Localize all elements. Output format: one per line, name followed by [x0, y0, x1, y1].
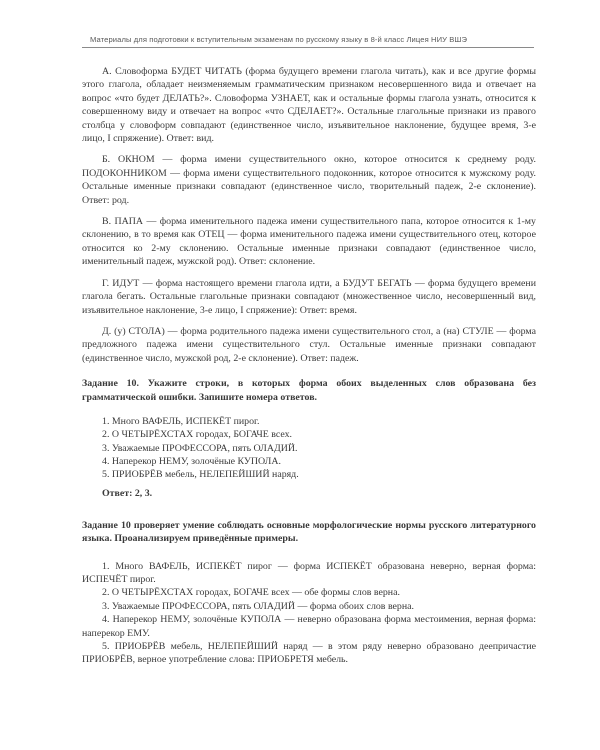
list-item: 5. ПРИОБРЁВ мебель, НЕЛЕПЕЙШИЙ наряд — в этом ряду неверно образовано деепричастие ПРИОБРЁВ, верное употребление слова: ПРИОБРЕТЯ мебель. — [82, 641, 536, 666]
list-item: 1. Много ВАФЕЛЬ, ИСПЕКЁТ пирог. — [102, 415, 260, 427]
header-rule — [82, 47, 534, 48]
list-item: 3. Уважаемые ПРОФЕССОРА, пять ОЛАДИЙ. — [102, 442, 298, 454]
list-item: 4. Наперекор НЕМУ, золочёные КУПОЛА — неверно образована форма местоимения, верная форма: наперекор ЕМУ. — [82, 614, 536, 639]
paragraph-a: А. Словоформа БУДЕТ ЧИТАТЬ (форма будущего времени глагола читать), как и все другие формы этого глагола, обладает неизменяемым грамматическим признаком несовершенного вида и отвечает на вопрос «что будет ДЕЛАТЬ?». Словоформа УЗНАЕТ, как и остальные формы глагола узнать, относится к совершенному виду и отвечает на вопрос «что СДЕЛАЕТ?». Остальные глагольные признаки из правого столбца у словоформ совпадают (единственное число, изъявительное наклонение, будущее время, 3-е лицо, I спряжение). Ответ: вид. — [82, 66, 536, 145]
task-10-answer: Ответ: 2, 3. — [102, 488, 153, 500]
paragraph-d: Д. (у) СТОЛА) — форма родительного падежа имени существительного стол, а (на) СТУЛЕ — форма предложного падежа имени существительного стул. Остальные именные признаки совпадают (единственное число, мужской род, 2-е склонение). Ответ: падеж. — [82, 325, 536, 364]
list-item: 5. ПРИОБРЁВ мебель, НЕЛЕПЕЙШИЙ наряд. — [102, 469, 299, 481]
paragraph-b: Б. ОКНОМ — форма имени существительного окно, которое относится к среднему роду. ПОДОКОННИКОМ — форма имени существительного подоконник, которое относится к мужскому роду. Остальные именные признаки совпадают (единственное число, творительный падеж, 2-е склонение). Ответ: род. — [82, 154, 536, 206]
list-item: 3. Уважаемые ПРОФЕССОРА, пять ОЛАДИЙ — форма обоих слов верна. — [102, 600, 415, 612]
paragraph-v: В. ПАПА — форма именительного падежа имени существительного папа, которое относится к 1-му склонению, в то время как ОТЕЦ — форма именительного падежа имени существительного отец, которое относится ко 2-му склонению. Остальные именные признаки совпадают (единственное число, именительный падеж, мужской род). Ответ: склонение. — [82, 216, 536, 268]
task-10-list — [82, 415, 536, 481]
running-header: Материалы для подготовки к вступительным экзаменам по русскому языку в 8-й класс Лицея НИУ ВШЭ — [90, 35, 468, 44]
page-content — [82, 65, 536, 673]
list-item: 2. О ЧЕТЫРЁХСТАХ городах, БОГАЧЕ всех. — [102, 429, 293, 441]
paragraph-g: Г. ИДУТ — форма настоящего времени глагола идти, а БУДУТ БЕГАТЬ — форма будущего времени глагола бегать. Остальные глагольные признаки совпадают (множественное число, несовершенный вид, изъявительное наклонение, 3-е лицо, I спряжение): Ответ: время. — [82, 277, 536, 316]
analysis-list — [82, 560, 536, 667]
list-item: 2. О ЧЕТЫРЁХСТАХ городах, БОГАЧЕ всех — обе формы слов верна. — [102, 587, 400, 599]
task-10-heading: Задание 10. Укажите строки, в которых форма обоих выделенных слов образована без грамматической ошибки. Запишите номера ответов. — [82, 378, 536, 403]
list-item: 1. Много ВАФЕЛЬ, ИСПЕКЁТ пирог — форма ИСПЕКЁТ образована неверно, верная форма: ИСПЕЧЁТ пирог. — [82, 560, 536, 586]
list-item: 4. Наперекор НЕМУ, золочёные КУПОЛА. — [102, 455, 281, 467]
analysis-heading: Задание 10 проверяет умение соблюдать основные морфологические нормы русского литературного языка. Проанализируем приведённые примеры. — [82, 519, 536, 545]
